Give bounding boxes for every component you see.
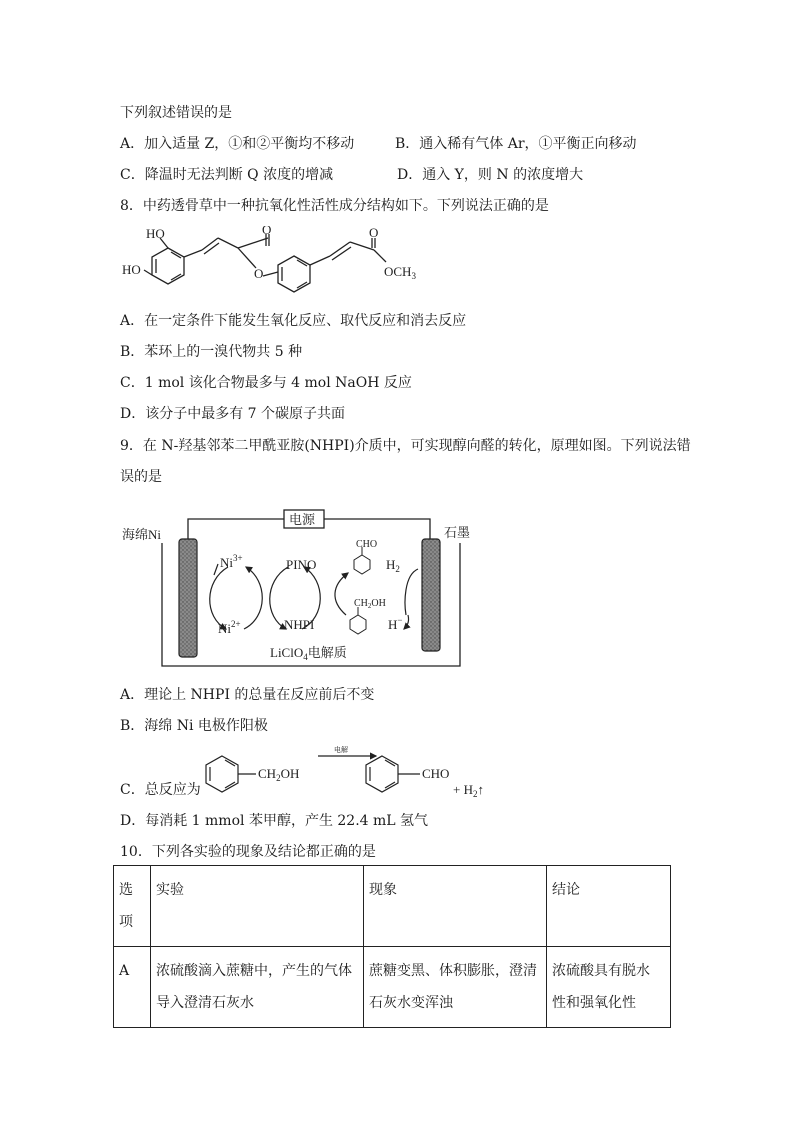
q7-option-c: C．降温时无法判断 Q 浓度的增减 xyxy=(120,167,334,183)
ni2-label: $Ni^{2+}$ xyxy=(218,619,241,636)
q9-option-d: D．每消耗 1 mmol 苯甲醇，产生 22.4 mL 氢气 xyxy=(120,813,429,829)
q10-experiment-table xyxy=(113,865,671,1028)
q8-structure-diagram xyxy=(118,226,448,302)
q9-option-b: B．海绵 Ni 电极作阳极 xyxy=(120,718,268,734)
q7-option-a: A．加入适量 Z，①和②平衡均不移动 xyxy=(120,136,355,152)
q8-struct-ho-left: HO xyxy=(122,262,141,277)
hminus-label: H− xyxy=(388,615,403,632)
row-conclusion: 浓硫酸具有脱水 性和强氧化性 xyxy=(547,947,671,1028)
pino-label: PINO xyxy=(286,557,317,572)
right-electrode-label: 石墨 xyxy=(444,525,471,540)
q8-struct-ho-top: HO xyxy=(146,226,165,241)
q8-stem: 8．中药透骨草中一种抗氧化性活性成分结构如下。下列说法正确的是 xyxy=(120,198,549,214)
q7-stem: 下列叙述错误的是 xyxy=(120,105,232,121)
h2-gas-product: + $H_2↑$ xyxy=(453,782,484,799)
q7-option-d: D．通入 Y，则 N 的浓度增大 xyxy=(397,167,584,183)
cho-label: CHO xyxy=(356,539,378,550)
q10-stem: 10．下列各实验的现象及结论都正确的是 xyxy=(120,844,376,860)
ch2oh-label: $CH_2OH$ xyxy=(354,598,386,610)
q9-stem-line2: 误的是 xyxy=(120,469,162,485)
row-option: A xyxy=(114,947,151,1028)
q8-struct-o-carbonyl1: O xyxy=(262,226,272,237)
table-row xyxy=(114,947,671,1028)
table-header-row xyxy=(114,866,671,947)
q9-option-c-reaction xyxy=(200,744,500,802)
row-phenomenon: 蔗糖变黑、体积膨胀，澄清 石灰水变浑浊 xyxy=(364,947,547,1028)
nhpi-label: NHPI xyxy=(284,617,315,632)
right-electrode-rod xyxy=(422,539,440,651)
q9-electrolysis-diagram xyxy=(118,505,474,673)
header-option: 选 项 xyxy=(114,866,151,947)
q9-option-c-prefix: C．总反应为 xyxy=(120,782,201,798)
reaction-condition: 电解 xyxy=(334,746,348,754)
q8-struct-o-ester: O xyxy=(254,266,264,281)
q7-option-b: B．通入稀有气体 Ar，①平衡正向移动 xyxy=(395,136,637,152)
header-phenomenon: 现象 xyxy=(364,866,547,947)
reactant-ch2oh: $CH_2OH$ xyxy=(258,766,300,783)
q8-option-a: A．在一定条件下能发生氧化反应、取代反应和消去反应 xyxy=(120,313,467,329)
left-electrode-rod xyxy=(179,539,197,657)
q8-option-c: C．1 mol 该化合物最多与 4 mol NaOH 反应 xyxy=(120,375,412,391)
power-source-label: 电源 xyxy=(289,512,316,527)
q9-stem-line1: 9．在 N-羟基邻苯二甲酰亚胺(NHPI)介质中，可实现醇向醛的转化，原理如图。下列说法错 xyxy=(120,438,691,454)
q8-option-b: B．苯环上的一溴代物共 5 种 xyxy=(120,344,303,360)
q9-option-a: A．理论上 NHPI 的总量在反应前后不变 xyxy=(120,687,375,703)
h2-label: $H_2$ xyxy=(386,557,400,574)
electrolyte-label: LiClO$_4$电解质 xyxy=(270,645,347,662)
header-conclusion: 结论 xyxy=(547,866,671,947)
header-experiment: 实验 xyxy=(151,866,364,947)
row-experiment: 浓硫酸滴入蔗糖中，产生的气体 导入澄清石灰水 xyxy=(151,947,364,1028)
ni3-label: $Ni^{3+}$ xyxy=(220,553,243,570)
q8-struct-o-carbonyl2: O xyxy=(369,226,379,240)
q8-option-d: D．该分子中最多有 7 个碳原子共面 xyxy=(120,406,346,422)
left-electrode-label: 海绵Ni xyxy=(122,527,162,542)
q8-struct-och3: $OCH_3$ xyxy=(384,264,416,281)
product-cho: CHO xyxy=(422,766,450,781)
